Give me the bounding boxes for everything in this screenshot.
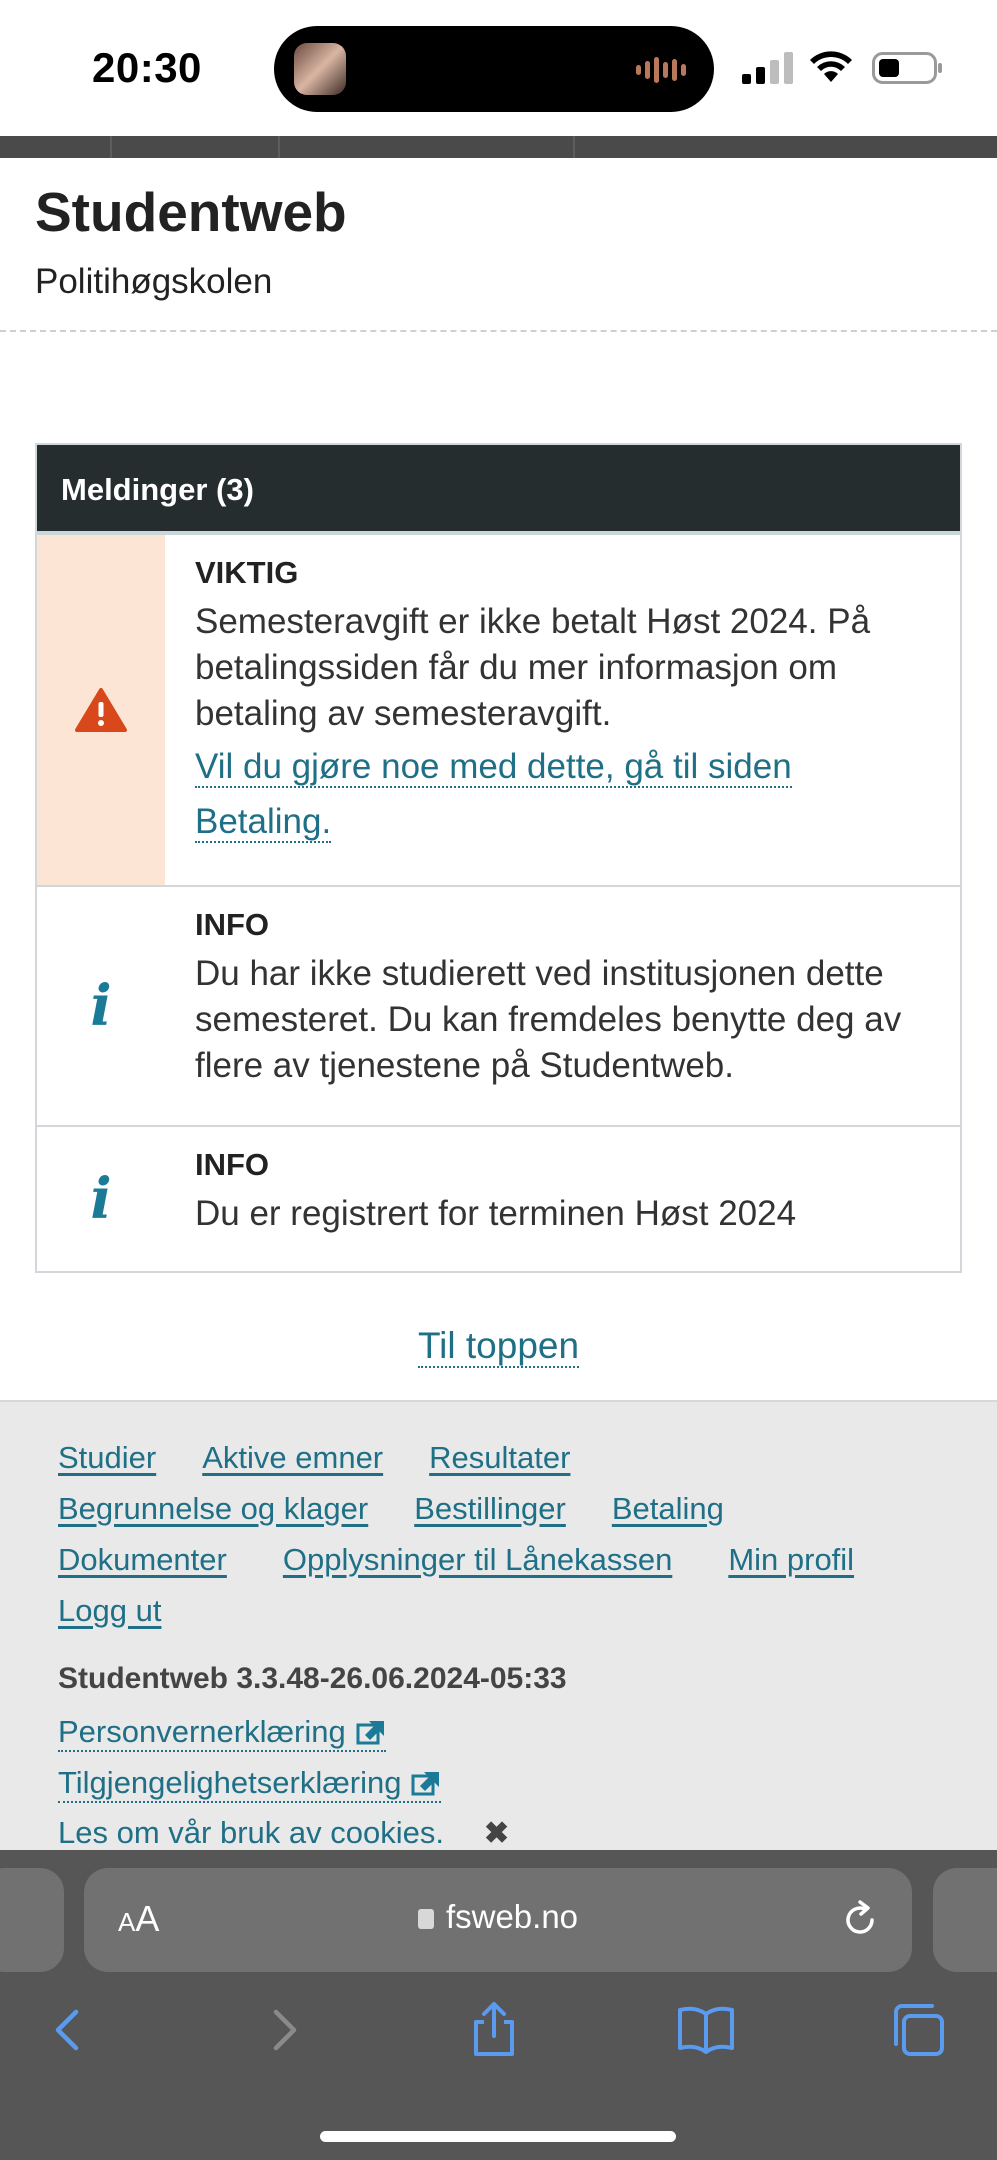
site-top-band xyxy=(0,136,997,158)
accessibility-link[interactable] xyxy=(58,1765,441,1803)
home-indicator[interactable] xyxy=(320,2131,676,2142)
footer-link-resultater[interactable]: Resultater xyxy=(429,1439,571,1475)
message-item-important xyxy=(37,535,960,887)
wifi-icon xyxy=(808,48,854,84)
footer-link-bestillinger[interactable]: Bestillinger xyxy=(414,1490,566,1526)
url-text: fsweb.no xyxy=(445,1898,579,1935)
privacy-link[interactable] xyxy=(58,1714,386,1752)
message-text: Du har ikke studierett ved institusjonen dette semesteret. Du kan fremdeles benytte deg av flere av tjenestene på Studentweb. xyxy=(195,954,902,1085)
close-icon[interactable]: ✖ xyxy=(484,1817,510,1850)
message-body xyxy=(165,535,960,885)
battery-icon xyxy=(872,50,944,86)
footer-nav-row xyxy=(58,1585,958,1636)
bookmarks-icon[interactable] xyxy=(676,2000,736,2060)
audio-waveform-icon xyxy=(636,56,688,84)
text-size-large: A xyxy=(135,1898,160,1939)
app-version: Studentweb 3.3.48-26.06.2024-05:33 xyxy=(58,1662,567,1695)
footer-nav-row xyxy=(58,1483,958,1534)
footer-link-logg-ut[interactable]: Logg ut xyxy=(58,1592,162,1628)
footer-link-begrunnelse[interactable]: Begrunnelse og klager xyxy=(58,1490,369,1526)
dynamic-island[interactable] xyxy=(274,26,714,112)
footer xyxy=(0,1400,997,1852)
external-link-icon xyxy=(356,1719,386,1745)
footer-link-dokumenter[interactable]: Dokumenter xyxy=(58,1541,227,1577)
url-display[interactable] xyxy=(84,1898,912,1936)
message-type: INFO xyxy=(195,907,270,942)
forward-icon[interactable] xyxy=(254,2000,314,2060)
footer-nav-row xyxy=(58,1432,958,1483)
status-time: 20:30 xyxy=(92,44,202,91)
footer-link-studier[interactable]: Studier xyxy=(58,1439,157,1475)
address-bar[interactable] xyxy=(84,1868,912,1972)
info-icon: i xyxy=(90,1166,112,1232)
back-to-top xyxy=(0,1325,997,1367)
share-icon[interactable] xyxy=(464,2000,524,2060)
next-tab-preview[interactable] xyxy=(933,1868,997,1972)
warning-icon xyxy=(74,687,128,733)
message-severity-marker xyxy=(37,1127,165,1271)
tabs-icon[interactable] xyxy=(888,2000,948,2060)
message-item-info xyxy=(37,1127,960,1271)
external-link-icon xyxy=(411,1770,441,1796)
text-size-small: A xyxy=(118,1907,136,1937)
message-body xyxy=(165,1127,960,1271)
cookies-link[interactable]: Les om vår bruk av cookies. xyxy=(58,1815,444,1850)
message-type: VIKTIG xyxy=(195,555,299,590)
reload-icon[interactable] xyxy=(838,1898,882,1942)
page-title: Studentweb xyxy=(35,181,347,243)
message-severity-marker xyxy=(37,887,165,1125)
previous-tab-preview[interactable] xyxy=(0,1868,64,1972)
lock-icon xyxy=(418,1909,434,1929)
message-text: Du er registrert for terminen Høst 2024 xyxy=(195,1194,797,1233)
footer-link-aktive-emner[interactable]: Aktive emner xyxy=(202,1439,384,1475)
message-text: Semesteravgift er ikke betalt Høst 2024. På betalingssiden får du mer informasjon om betaling av semesteravgift. xyxy=(195,602,871,733)
status-bar xyxy=(0,0,997,136)
info-icon: i xyxy=(90,973,112,1039)
now-playing-artwork xyxy=(294,43,346,95)
header-divider xyxy=(0,330,997,332)
message-severity-marker xyxy=(37,535,165,885)
message-type: INFO xyxy=(195,1147,270,1182)
browser-toolbar xyxy=(0,1850,997,2160)
footer-nav xyxy=(58,1432,958,1636)
message-body xyxy=(165,887,960,1125)
institution-name: Politihøgskolen xyxy=(35,262,273,301)
footer-nav-row xyxy=(58,1534,958,1585)
messages-panel-title: Meldinger (3) xyxy=(37,445,960,535)
messages-panel xyxy=(35,443,962,1273)
footer-link-betaling[interactable]: Betaling xyxy=(611,1490,724,1526)
accessibility-link-label: Tilgjengelighetserklæring xyxy=(58,1765,402,1800)
privacy-link-label: Personvernerklæring xyxy=(58,1714,346,1749)
footer-link-min-profil[interactable]: Min profil xyxy=(728,1541,855,1577)
message-item-info xyxy=(37,887,960,1127)
payment-page-link[interactable]: Vil du gjøre noe med dette, gå til siden Betaling. xyxy=(195,747,792,841)
back-icon[interactable] xyxy=(38,2000,98,2060)
cellular-signal-icon xyxy=(742,52,798,84)
footer-link-lanekassen[interactable]: Opplysninger til Lånekassen xyxy=(282,1541,673,1577)
back-to-top-link[interactable]: Til toppen xyxy=(417,1325,580,1366)
